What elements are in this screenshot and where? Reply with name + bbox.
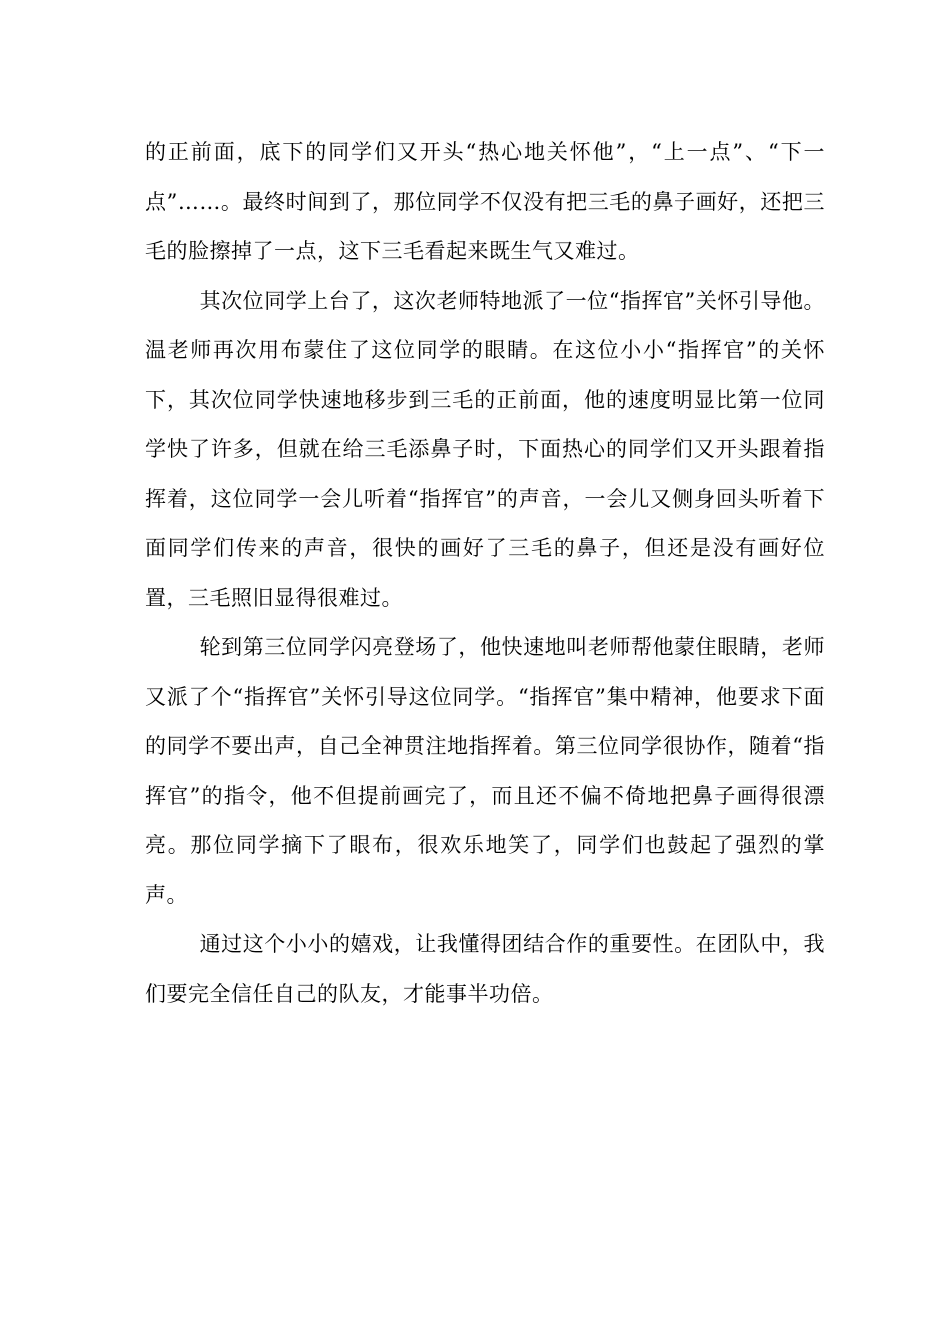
document-body	[145, 128, 825, 1019]
paragraph-4: 通过这个小小的嬉戏，让我懂得团结合作的重要性。在团队中，我们要完全信任自己的队友，才能事半功倍。	[145, 932, 825, 1006]
paragraph-1: 的正前面，底下的同学们又开头“热心地关怀他”，“上一点”、“下一点”……。最终时间到了，那位同学不仅没有把三毛的鼻子画好，还把三毛的脸擦掉了一点，这下三毛看起来既生气又难过。	[145, 140, 825, 263]
paragraph-3: 轮到第三位同学闪亮登场了，他快速地叫老师帮他蒙住眼睛，老师又派了个“指挥官”关怀引导这位同学。“指挥官”集中精神，他要求下面的同学不要出声，自己全神贯注地指挥着。第三位同学很协作，随着“指挥官”的指令，他不但提前画完了，而且还不偏不倚地把鼻子画得很漂亮。那位同学摘下了眼布，很欢乐地笑了，同学们也鼓起了强烈的掌声。	[145, 635, 825, 907]
paragraph-2: 其次位同学上台了，这次老师特地派了一位“指挥官”关怀引导他。温老师再次用布蒙住了这位同学的眼睛。在这位小小“指挥官”的关怀下，其次位同学快速地移步到三毛的正前面，他的速度明显比第一位同学快了许多，但就在给三毛添鼻子时，下面热心的同学们又开头跟着指挥着，这位同学一会儿听着“指挥官”的声音，一会儿又侧身回头听着下面同学们传来的声音，很快的画好了三毛的鼻子，但还是没有画好位置，三毛照旧显得很难过。	[145, 288, 825, 610]
